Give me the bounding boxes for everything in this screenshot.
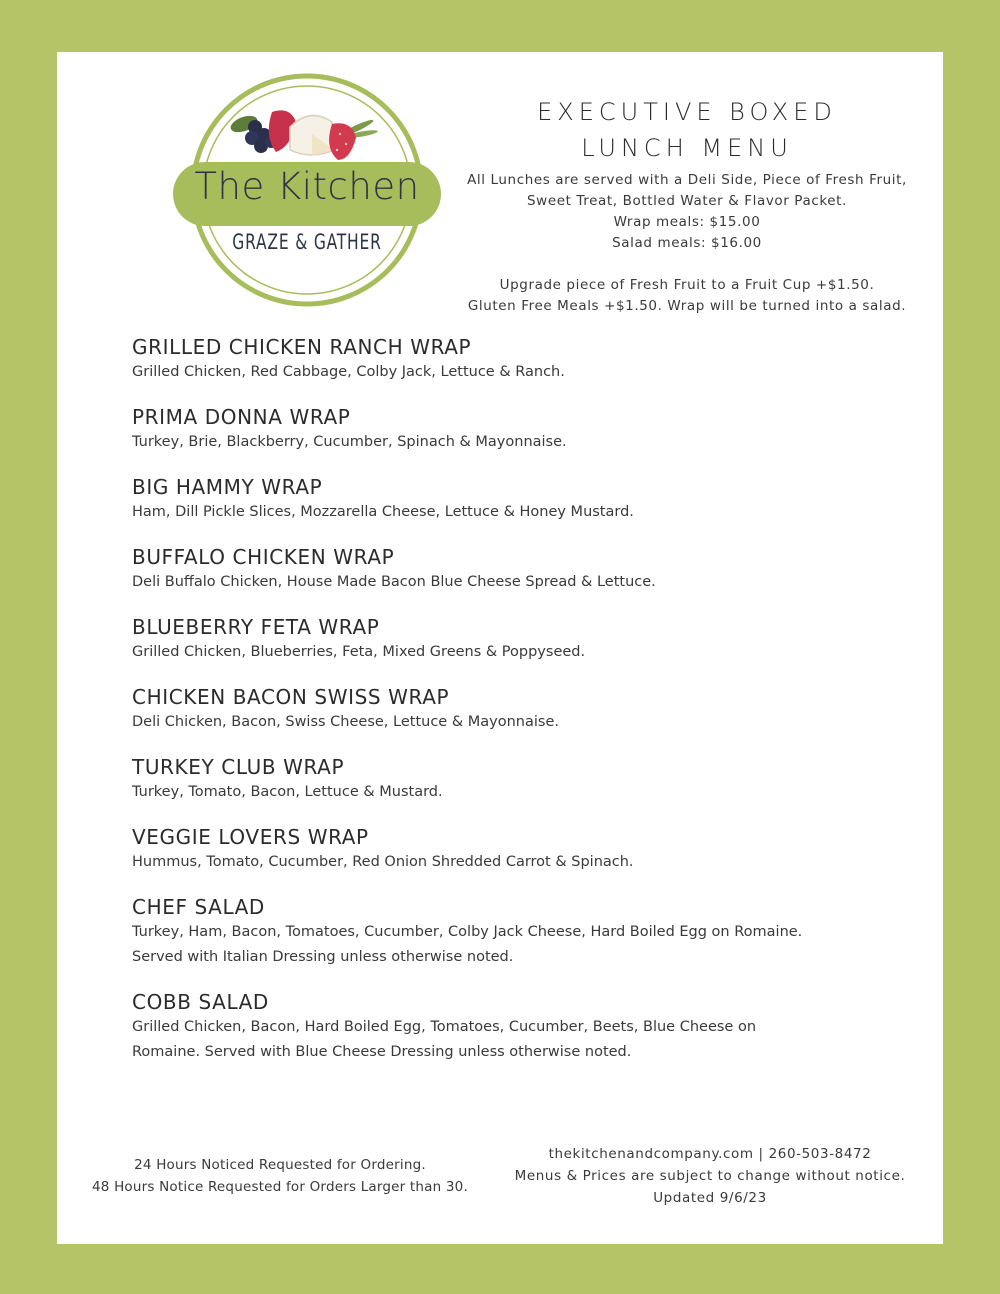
- updated-date: Updated 9/6/23: [653, 1190, 767, 1206]
- item-description: Turkey, Brie, Blackberry, Cucumber, Spinach & Mayonnaise.: [132, 434, 567, 450]
- item-description: Turkey, Tomato, Bacon, Lettuce & Mustard.: [132, 784, 443, 800]
- website-phone-link[interactable]: thekitchenandcompany.com | 260-503-8472: [548, 1146, 872, 1162]
- item-description: Ham, Dill Pickle Slices, Mozzarella Cheese, Lettuce & Honey Mustard.: [132, 504, 634, 520]
- menu-item: [132, 334, 892, 385]
- menu-item: [132, 754, 892, 805]
- notice-line: 48 Hours Notice Requested for Orders Larger than 30.: [92, 1179, 468, 1195]
- menu-item: [132, 989, 892, 1065]
- ordering-notice: [57, 1154, 503, 1198]
- logo-brand-name: The Kitchen: [194, 165, 420, 208]
- salad-price: Salad meals: $16.00: [612, 235, 762, 251]
- item-description: Grilled Chicken, Blueberries, Feta, Mixed Greens & Poppyseed.: [132, 644, 586, 660]
- item-name: PRIMA DONNA WRAP: [132, 405, 351, 429]
- menu-title: [477, 94, 897, 166]
- logo-tagline: GRAZE & GATHER: [232, 230, 382, 254]
- item-name: CHEF SALAD: [132, 895, 265, 919]
- menu-item: [132, 614, 892, 665]
- item-description: Grilled Chicken, Red Cabbage, Colby Jack, Lettuce & Ranch.: [132, 364, 565, 380]
- menu-item: [132, 544, 892, 595]
- item-description: Deli Buffalo Chicken, House Made Bacon Blue Cheese Spread & Lettuce.: [132, 574, 656, 590]
- item-name: GRILLED CHICKEN RANCH WRAP: [132, 335, 472, 359]
- item-name: BIG HAMMY WRAP: [132, 475, 323, 499]
- notice-line: 24 Hours Noticed Requested for Ordering.: [134, 1157, 426, 1173]
- menu-item: [132, 404, 892, 455]
- menu-item: [132, 684, 892, 735]
- item-name: CHICKEN BACON SWISS WRAP: [132, 685, 450, 709]
- menu-items: [132, 334, 892, 1084]
- contact-info: [500, 1143, 920, 1209]
- item-description: Deli Chicken, Bacon, Swiss Cheese, Lettuce & Mayonnaise.: [132, 714, 559, 730]
- item-description: Grilled Chicken, Bacon, Hard Boiled Egg, Tomatoes, Cucumber, Beets, Blue Cheese on: [132, 1019, 757, 1035]
- wrap-price: Wrap meals: $15.00: [613, 214, 761, 230]
- menu-item: [132, 894, 892, 970]
- item-name: BUFFALO CHICKEN WRAP: [132, 545, 395, 569]
- menu-title-line-1: EXECUTIVE BOXED: [537, 98, 837, 126]
- item-description: Turkey, Ham, Bacon, Tomatoes, Cucumber, Colby Jack Cheese, Hard Boiled Egg on Romaine.: [132, 924, 803, 940]
- item-name: BLUEBERRY FETA WRAP: [132, 615, 380, 639]
- price-disclaimer: Menus & Prices are subject to change without notice.: [514, 1168, 906, 1184]
- menu-page: [57, 52, 943, 1244]
- menu-item: [132, 824, 892, 875]
- intro-line: Sweet Treat, Bottled Water & Flavor Packet.: [527, 193, 847, 209]
- intro-line: All Lunches are served with a Deli Side, Piece of Fresh Fruit,: [467, 172, 907, 188]
- upgrade-line: Upgrade piece of Fresh Fruit to a Fruit Cup +$1.50.: [499, 277, 875, 293]
- menu-intro: [452, 170, 922, 317]
- item-description: Hummus, Tomato, Cucumber, Red Onion Shredded Carrot & Spinach.: [132, 854, 634, 870]
- item-name: COBB SALAD: [132, 990, 269, 1014]
- item-description: Served with Italian Dressing unless otherwise noted.: [132, 949, 514, 965]
- menu-title-line-2: LUNCH MENU: [581, 134, 793, 162]
- item-name: VEGGIE LOVERS WRAP: [132, 825, 369, 849]
- logo: [172, 72, 442, 312]
- item-description: Romaine. Served with Blue Cheese Dressing unless otherwise noted.: [132, 1044, 632, 1060]
- menu-item: [132, 474, 892, 525]
- item-name: TURKEY CLUB WRAP: [132, 755, 345, 779]
- upgrade-line: Gluten Free Meals +$1.50. Wrap will be turned into a salad.: [467, 298, 907, 314]
